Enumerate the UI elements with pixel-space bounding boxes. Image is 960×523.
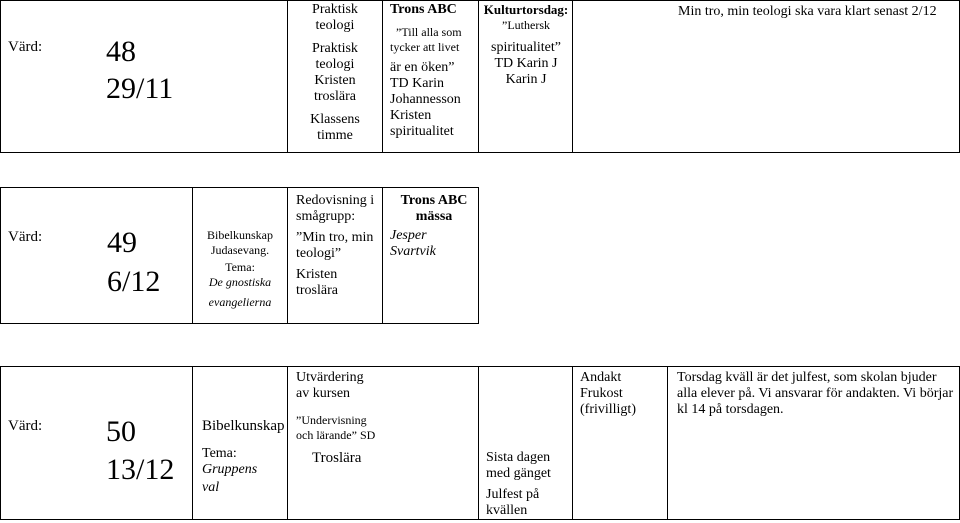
cell-text: TD Karin J <box>494 56 558 71</box>
cell-text: är en öken” <box>390 60 455 75</box>
cell-text: och lärande” SD <box>296 428 376 442</box>
cell-text: Bibelkunskap <box>207 228 273 242</box>
subject-column <box>290 2 380 144</box>
event-column <box>390 193 478 260</box>
cell-heading: Trons ABC <box>390 2 457 17</box>
cell-text: De gnostiska <box>208 275 272 289</box>
week-number: 49 <box>107 226 137 259</box>
cell-text: troslära <box>296 283 338 298</box>
cell-text: Kristen <box>390 108 432 123</box>
cell-text: spiritualitet <box>390 124 454 139</box>
cell-text: Karin J <box>505 72 547 87</box>
cell-text: Tema: <box>202 446 237 461</box>
cell-text: teologi <box>315 57 355 72</box>
cell-text: Judasevang. <box>210 243 270 257</box>
cell-text: Gruppens <box>202 462 258 477</box>
cell-heading: Trons ABC <box>400 193 468 208</box>
cell-text: Redovisning i <box>296 193 375 208</box>
cell-text: Utvärdering <box>296 370 364 385</box>
note-line: Torsdag kväll är det julfest, som skolan bjuder <box>677 370 937 385</box>
cell-text: smågrupp: <box>296 209 356 224</box>
cell-text: ”Till alla som <box>396 25 462 39</box>
cell-text: ”Luthersk <box>502 18 550 32</box>
cell-text: Kristen <box>296 267 338 282</box>
cell-text: kvällen <box>486 503 528 518</box>
week-number: 50 <box>106 415 136 448</box>
cell-text: evangelierna <box>208 295 272 309</box>
cell-text: teologi” <box>296 246 342 261</box>
cell-text: med gänget <box>486 466 551 481</box>
final-day-column <box>486 450 572 519</box>
host-label: Värd: <box>8 418 43 434</box>
cell-text: Praktisk <box>312 2 358 17</box>
cell-text: troslära <box>314 89 356 104</box>
cell-text: ”Undervisning <box>296 413 367 427</box>
activity-column <box>296 370 476 466</box>
cell-text: Sista dagen <box>486 450 551 465</box>
cell-text: Bibelkunskap <box>202 418 285 434</box>
note-line: kl 14 på torsdagen. <box>677 402 784 417</box>
cell-text: Svartvik <box>390 244 436 259</box>
cell-text: Julfest på <box>486 487 540 502</box>
deadline-note: Min tro, min teologi ska vara klart senast 2/12 <box>678 4 937 19</box>
julfest-note <box>677 370 959 418</box>
cell-text: Kristen <box>314 73 356 88</box>
activity-column <box>296 193 384 299</box>
cell-text: timme <box>317 128 353 143</box>
cell-text: Praktisk <box>312 41 358 56</box>
cell-text: spiritualitet” <box>491 40 561 55</box>
week-date: 29/11 <box>106 72 174 105</box>
cell-text: Frukost <box>580 386 623 401</box>
cell-text: (frivilligt) <box>580 402 636 417</box>
cell-text: Johannesson <box>390 92 461 107</box>
cell-heading: Kulturtorsdag: <box>483 2 569 17</box>
note-line: alla elever på. Vi ansvarar för andakten. Vi börjar <box>677 386 954 401</box>
cell-text: Troslära <box>312 450 362 466</box>
cell-text: Tema: <box>225 260 255 274</box>
cell-text: val <box>202 480 220 495</box>
cell-text: Andakt <box>580 370 622 385</box>
cell-text: tycker att livet <box>390 40 460 54</box>
cell-text: TD Karin <box>390 76 445 91</box>
week-number: 48 <box>106 35 136 68</box>
cell-text: teologi <box>315 18 355 33</box>
subject-column <box>202 418 290 496</box>
cell-text: Klassens <box>310 112 360 127</box>
cell-text: ”Min tro, min <box>296 230 374 245</box>
week-date: 13/12 <box>106 453 175 486</box>
devotion-column <box>580 370 666 418</box>
culture-column <box>480 2 572 88</box>
activity-column <box>390 2 480 140</box>
host-label: Värd: <box>8 39 43 55</box>
cell-text: av kursen <box>296 386 351 401</box>
cell-text: Jesper <box>390 228 427 243</box>
week-date: 6/12 <box>107 265 161 298</box>
cell-heading: mässa <box>415 209 453 224</box>
host-label: Värd: <box>8 229 43 245</box>
subject-column <box>194 228 286 310</box>
